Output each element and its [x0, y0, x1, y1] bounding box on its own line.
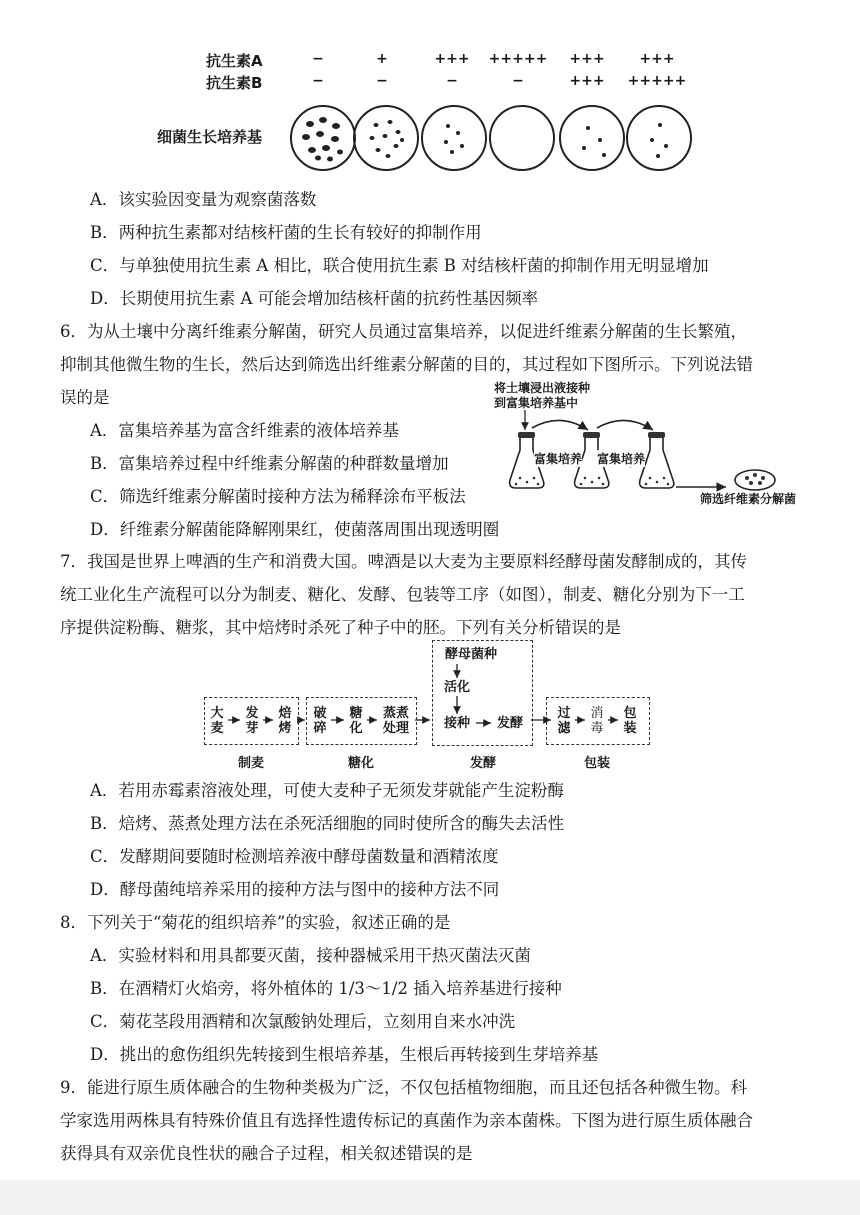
caption-fajiao: 发酵: [469, 756, 496, 771]
cell-a-3: +++: [434, 51, 470, 67]
flow-xiaodu: 消 毒: [590, 706, 604, 736]
q6-option-d: D．纤维素分解菌能降解刚果红，使菌落周围出现透明圈: [90, 520, 500, 539]
flow-guolv: 过 滤: [557, 706, 571, 736]
cell-a-6: +++: [639, 51, 675, 67]
flow-faya: 发 芽: [245, 706, 259, 736]
flow-yeast: 酵母菌种: [444, 647, 497, 662]
flow-inoculate: 接种: [443, 716, 470, 731]
q6-fig-step-1: 富集培养: [534, 452, 583, 466]
flow-posui: 破 碎: [313, 706, 327, 736]
q5-option-c: C．与单独使用抗生素 A 相比，联合使用抗生素 B 对结核杆菌的抑制作用无明显增加: [90, 256, 709, 275]
q9-stem-line-2: 学家选用两株具有特殊价值且有选择性遗传标记的真菌作为亲本菌株。下图为进行原生质体融合: [60, 1111, 753, 1130]
flow-baozhuang: 包 装: [623, 706, 637, 736]
cell-a-5: +++: [569, 51, 605, 67]
cell-a-4: +++++: [488, 51, 548, 67]
q6-stem-line-3: 误的是: [60, 388, 110, 407]
q7-flow-arrows: [200, 640, 660, 750]
q8-option-a: A．实验材料和用具都要灭菌，接种器械采用干热灭菌法灭菌: [90, 946, 531, 965]
flow-beikao: 焙 烤: [278, 706, 292, 736]
flow-activate: 活化: [443, 680, 470, 695]
q6-stem-line-1: 6．为从土壤中分离纤维素分解菌，研究人员通过富集培养，以促进纤维素分解菌的生长繁殖，: [60, 322, 747, 341]
cell-b-6: +++++: [627, 73, 687, 89]
page-bottom-margin: [0, 1180, 860, 1215]
q9-stem-line-3: 获得具有双亲优良性状的融合子过程，相关叙述错误的是: [60, 1144, 473, 1163]
q7-stem-line-1: 7．我国是世界上啤酒的生产和消费大国。啤酒是以大麦为主要原料经酵母菌发酵制成的，其传: [60, 552, 747, 571]
flow-ferment: 发酵: [496, 716, 523, 731]
q8-option-b: B．在酒精灯火焰旁，将外植体的 1/3～1/2 插入培养基进行接种: [90, 979, 562, 998]
cell-a-1: −: [312, 51, 324, 67]
q5-option-d: D．长期使用抗生素 A 可能会增加结核杆菌的抗药性基因频率: [90, 289, 539, 308]
q6-stem-line-2: 抑制其他微生物的生长，然后达到筛选出纤维素分解菌的目的，其过程如下图所示。下列说法错: [60, 355, 753, 374]
antibiotic-b-label: 抗生素B: [206, 74, 263, 92]
caption-zhimai: 制麦: [237, 756, 264, 771]
medium-label: 细菌生长培养基: [157, 128, 263, 146]
q8-option-c: C．菊花茎段用酒精和次氯酸钠处理后，立刻用自来水冲洗: [90, 1012, 516, 1031]
q6-option-c: C．筛选纤维素分解菌时接种方法为稀释涂布平板法: [90, 487, 466, 506]
q7-option-a: A．若用赤霉素溶液处理，可使大麦种子无须发芽就能产生淀粉酶: [90, 781, 564, 800]
q6-fig-step-2: 富集培养: [597, 452, 646, 466]
flow-tanghua: 糖 化: [349, 706, 363, 736]
q6-option-a: A．富集培养基为富含纤维素的液体培养基: [90, 421, 399, 440]
cell-b-1: −: [312, 73, 324, 89]
caption-baozhuang: 包装: [583, 756, 610, 771]
q7-option-d: D．酵母菌纯培养采用的接种方法与图中的接种方法不同: [90, 880, 500, 899]
q6-fig-inoculate-1: 将土壤浸出液接种: [494, 381, 591, 395]
q9-stem-line-1: 9．能进行原生质体融合的生物种类极为广泛，不仅包括植物细胞，而且还包括各种微生物。科: [60, 1078, 747, 1097]
q6-option-b: B．富集培养过程中纤维素分解菌的种群数量增加: [90, 454, 449, 473]
q5-option-a: A．该实验因变量为观察菌落数: [90, 190, 317, 209]
q6-fig-result: 筛选纤维素分解菌: [700, 492, 797, 506]
cell-b-5: +++: [569, 73, 605, 89]
cell-b-3: −: [446, 73, 458, 89]
cell-a-2: +: [376, 51, 388, 67]
flow-damai: 大 麦: [210, 706, 224, 736]
antibiotic-a-label: 抗生素A: [206, 52, 263, 70]
q5-option-b: B．两种抗生素都对结核杆菌的生长有较好的抑制作用: [90, 223, 482, 242]
q6-fig-inoculate-2: 到富集培养基中: [494, 396, 579, 410]
cell-b-2: −: [376, 73, 388, 89]
q8-stem: 8．下列关于“菊花的组织培养”的实验，叙述正确的是: [60, 913, 451, 932]
q7-option-c: C．发酵期间要随时检测培养液中酵母菌数量和酒精浓度: [90, 847, 499, 866]
flow-zhengzhu: 蒸煮 处理: [382, 706, 409, 736]
culture-dishes: [288, 100, 708, 176]
cell-b-4: −: [512, 73, 524, 89]
caption-tanghua: 糖化: [347, 756, 374, 771]
q7-stem-line-3: 序提供淀粉酶、糖浆，其中焙烤时杀死了种子中的胚。下列有关分析错误的是: [60, 618, 621, 637]
q8-option-d: D．挑出的愈伤组织先转接到生根培养基，生根后再转接到生芽培养基: [90, 1045, 599, 1064]
q7-option-b: B．焙烤、蒸煮处理方法在杀死活细胞的同时使所含的酶失去活性: [90, 814, 565, 833]
q7-stem-line-2: 统工业化生产流程可以分为制麦、糖化、发酵、包装等工序（如图），制麦、糖化分别为下一工: [60, 585, 745, 604]
